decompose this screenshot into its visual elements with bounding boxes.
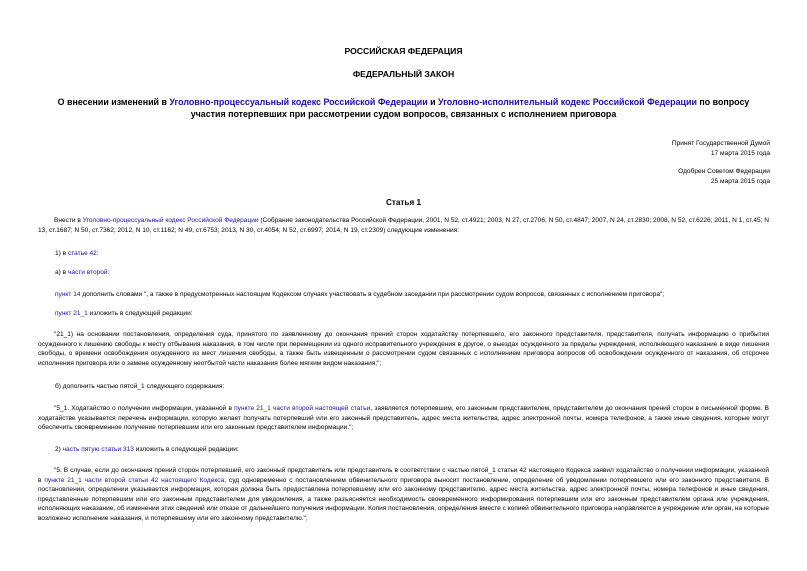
paragraph-quote-5	[38, 466, 769, 524]
paragraph-item-a	[55, 268, 109, 278]
paragraph-quote-5-1	[38, 404, 769, 433]
paragraph-intro	[38, 216, 769, 235]
p3-text-2: :	[107, 269, 110, 276]
paragraph-item-b: б) дополнить частью пятой_1 следующего содержания:	[55, 383, 225, 390]
link-article-42[interactable]: статье 42	[67, 250, 97, 257]
p4-text: дополнить словами ", а также в предусмотренных настоящим Кодексом случаях участвовать в судебном заседании при рассмотрении судом вопросов, связанных с исполнением приговора";	[80, 291, 665, 298]
country-heading: РОССИЙСКАЯ ФЕДЕРАЦИЯ	[344, 46, 463, 56]
doc-type-heading: ФЕДЕРАЛЬНЫЙ ЗАКОН	[352, 69, 455, 79]
p3-text-1: а) в	[55, 269, 68, 276]
p1-text-1: Внести в	[54, 217, 83, 224]
paragraph-item-2	[55, 445, 239, 455]
p2-text-1: 1) в	[55, 250, 68, 257]
link-point-21-1[interactable]: пункт 21_1	[55, 310, 88, 317]
paragraph-quote-21-1: "21_1) на основании постановления, определения суда, принятого по заявленному до окончания прений сторон ходатайству потерпевшего, его законного представителя, представителя, получать информацию о прибытии осужденного к лишению свободы к месту отбывания наказания, в том числе при перемещении из одного исправительного учреждения в другое, о выездах осужденного за пределы учреждения, исполняющего наказание в виде лишения свободы, о времени освобождения осужденного из мест лишения свободы, а также быть извещенным о рассмотрении судом связанных с исполнением приговора вопросов об освобождении осужденного от наказания, об отсрочке исполнения приговора или о замене осужденному неотбытой части наказания более мягким видом наказания;";	[38, 331, 769, 367]
p10-text-2: , суд одновременно с постановлением обвинительного приговора выносит постановление, определение об уведомлении потерпевшего или его законного представителя. В постановлении, определении указывается информация, которая должна быть предоставлена потерпевшему или его законному представителю, адрес места жительства, адрес электронной почты, номера телефонов и иные сведения, представленные потерпевшим или его законным представителем для уведомления, а также разъясняется необходимость своевременного информирования потерпевшим или его законным представителем органа или учреждения, исполняющих наказание, об изменении этих сведений или отказе от дальнейшего получения информации. Копия постановления, определения вместе с копией обвинительного приговора направляется в учреждение или орган, на которые возложено исполнение наказания, и потерпевшему или его законному представителю.";	[38, 476, 769, 522]
link-point-21-1-part-two[interactable]: пункте 21_1 части второй настоящей статьи	[234, 405, 371, 412]
council-approval	[470, 167, 770, 186]
title-text-2: и	[427, 97, 439, 107]
council-approval-line1: Одобрен Советом Федерации	[678, 168, 770, 175]
p9-text-1: 2)	[55, 446, 63, 453]
paragraph-point-14	[55, 290, 769, 300]
council-approval-date: 25 марта 2015 года	[710, 177, 770, 185]
link-point-14[interactable]: пункт 14	[55, 291, 81, 298]
p2-text-2: :	[96, 250, 99, 257]
link-article-313[interactable]: часть пятую статьи 313	[62, 446, 134, 453]
p8-text-1: "5_1. Ходатайство о получении информации, указанной в	[54, 405, 235, 412]
title-text-1: О внесении изменений в	[57, 97, 170, 107]
duma-adoption-date: 17 марта 2015 года	[710, 149, 770, 157]
law-title	[40, 96, 767, 120]
duma-adoption	[470, 139, 770, 158]
p5-text: изложить в следующей редакции:	[87, 310, 193, 317]
paragraph-point-21-1	[55, 309, 193, 319]
duma-adoption-line1: Принят Государственной Думой	[671, 140, 770, 147]
title-text-3: по вопросу участия потерпевших при рассмотрении судом вопросов, связанных с исполнением приговора	[190, 97, 750, 119]
link-point-21-1-article-42[interactable]: пункте 21_1 части второй статьи 42 настоящего Кодекса	[44, 476, 225, 484]
p10-text-1: "5. В случае, если до окончания прений сторон потерпевший, его законный представитель или представитель в соответствии с частью пятой_1 статьи 42 настоящего Кодекса заявил ходатайство о получении информации, указанной в	[38, 467, 769, 484]
p9-text-2: изложить в следующей редакции:	[133, 446, 239, 453]
link-part-two[interactable]: части второй	[67, 269, 108, 276]
p1-text-2: (Собрание законодательства Российской Федерации, 2001, N 52, ст.4921; 2003, N 27, ст.2706; N 50, ст.4847; 2007, N 24, ст.2830; 2008, N 52, ст.6226; 2011, N 1, ст.45; N 13, ст.1687; N 50, ст.7362; 2012, N 10, ст.1162; N 49, ст.6753; 2013, N 30, ст.4054; N 52, ст.6997; 2014, N 19, ст.2309) следующие изменения:	[38, 217, 770, 234]
p8-text-2: , заявляется потерпевшим, его законным представителем, представителем до окончания прений сторон в письменной форме. В ходатайстве указывается перечень информации, которую желает получать потерпевший или его законный представитель, адрес места жительства, адрес электронной почты, номера телефонов, а также иные сведения, которые могут обеспечить своевременное получение потерпевшим или его законным представителем информации.";	[38, 405, 770, 432]
link-upk[interactable]: Уголовно-процессуальный кодекс Российской Федерации	[82, 217, 259, 224]
link-penal-code[interactable]: Уголовно-исполнительный кодекс Российской Федерации	[438, 97, 697, 107]
paragraph-item-1	[55, 249, 99, 259]
article-title: Статья 1	[385, 198, 422, 207]
link-criminal-procedure-code[interactable]: Уголовно-процессуальный кодекс Российской Федерации	[169, 97, 428, 107]
